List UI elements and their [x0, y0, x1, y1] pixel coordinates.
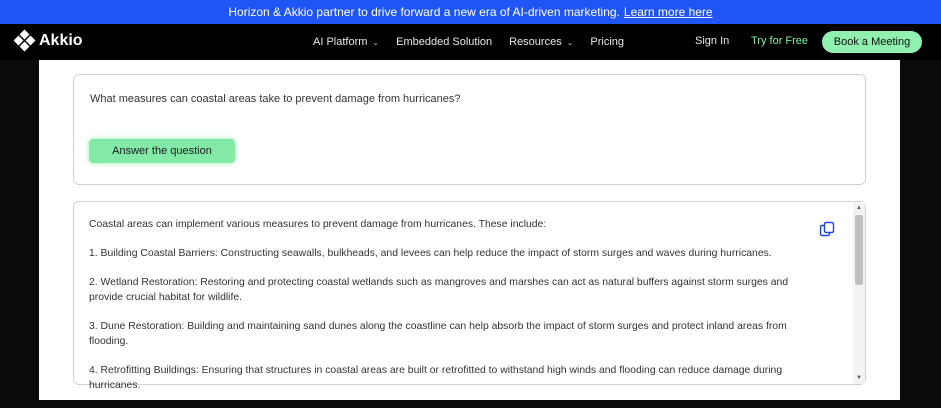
banner-text: Horizon & Akkio partner to drive forward a new era of AI-driven marketing.: [228, 5, 620, 19]
announcement-banner: [0, 0, 941, 24]
learn-more-link[interactable]: Learn more here: [623, 5, 713, 19]
question-box: [73, 74, 866, 185]
nav-links: [313, 24, 641, 60]
nav-item-resources[interactable]: [509, 36, 573, 48]
answer-paragraph: 1. Building Coastal Barriers: Constructing seawalls, bulkheads, and levees can help reduce the impact of storm surges and waves during hurricanes.: [89, 248, 772, 260]
nav-item-pricing[interactable]: [590, 36, 624, 48]
nav-item-label: AI Platform: [313, 36, 368, 48]
answer-paragraph: 2. Wetland Restoration: Restoring and protecting coastal wetlands such as mangroves and marshes can act as natural buffers against storm surges and provide crucial habitat for wildlife.: [89, 277, 789, 303]
answer-paragraph: 3. Dune Restoration: Building and maintaining sand dunes along the coastline can help absorb the impact of storm surges and protect inland areas from flooding.: [89, 321, 787, 347]
answer-paragraph: Coastal areas can implement various measures to prevent damage from hurricanes. These include:: [89, 219, 547, 230]
answer-box[interactable]: [73, 201, 866, 391]
top-navigation: [0, 24, 941, 60]
nav-item-label: Pricing: [590, 36, 625, 48]
answer-paragraph: 4. Retrofitting Buildings: Ensuring that structures in coastal areas are built or retrofitted to withstand high winds and flooding can reduce damage during hurricanes.: [89, 364, 783, 391]
answer-scrollbar[interactable]: [853, 202, 865, 384]
try-for-free-link[interactable]: Try for Free: [751, 35, 809, 47]
scroll-down-icon[interactable]: ▼: [856, 375, 862, 381]
nav-item-label: Resources: [509, 36, 562, 48]
logo-text: Akkio: [39, 32, 83, 49]
nav-item-label: Embedded Solution: [396, 36, 493, 48]
book-meeting-button[interactable]: Book a Meeting: [822, 31, 922, 53]
nav-item-ai-platform[interactable]: [313, 36, 379, 48]
akkio-logo[interactable]: [15, 31, 83, 51]
answer-text: [89, 218, 819, 408]
copy-icon[interactable]: [819, 221, 835, 237]
nav-item-embedded-solution[interactable]: [396, 36, 492, 48]
akkio-logo-icon: [15, 31, 35, 51]
sign-in-link[interactable]: Sign In: [695, 35, 730, 47]
scroll-up-icon[interactable]: ▲: [856, 205, 862, 211]
chevron-down-icon: ⌄: [566, 37, 574, 47]
scrollbar-thumb[interactable]: [855, 215, 863, 285]
question-text[interactable]: What measures can coastal areas take to prevent damage from hurricanes?: [90, 93, 461, 105]
answer-question-button[interactable]: Answer the question: [89, 139, 235, 163]
chevron-down-icon: ⌄: [372, 37, 380, 47]
